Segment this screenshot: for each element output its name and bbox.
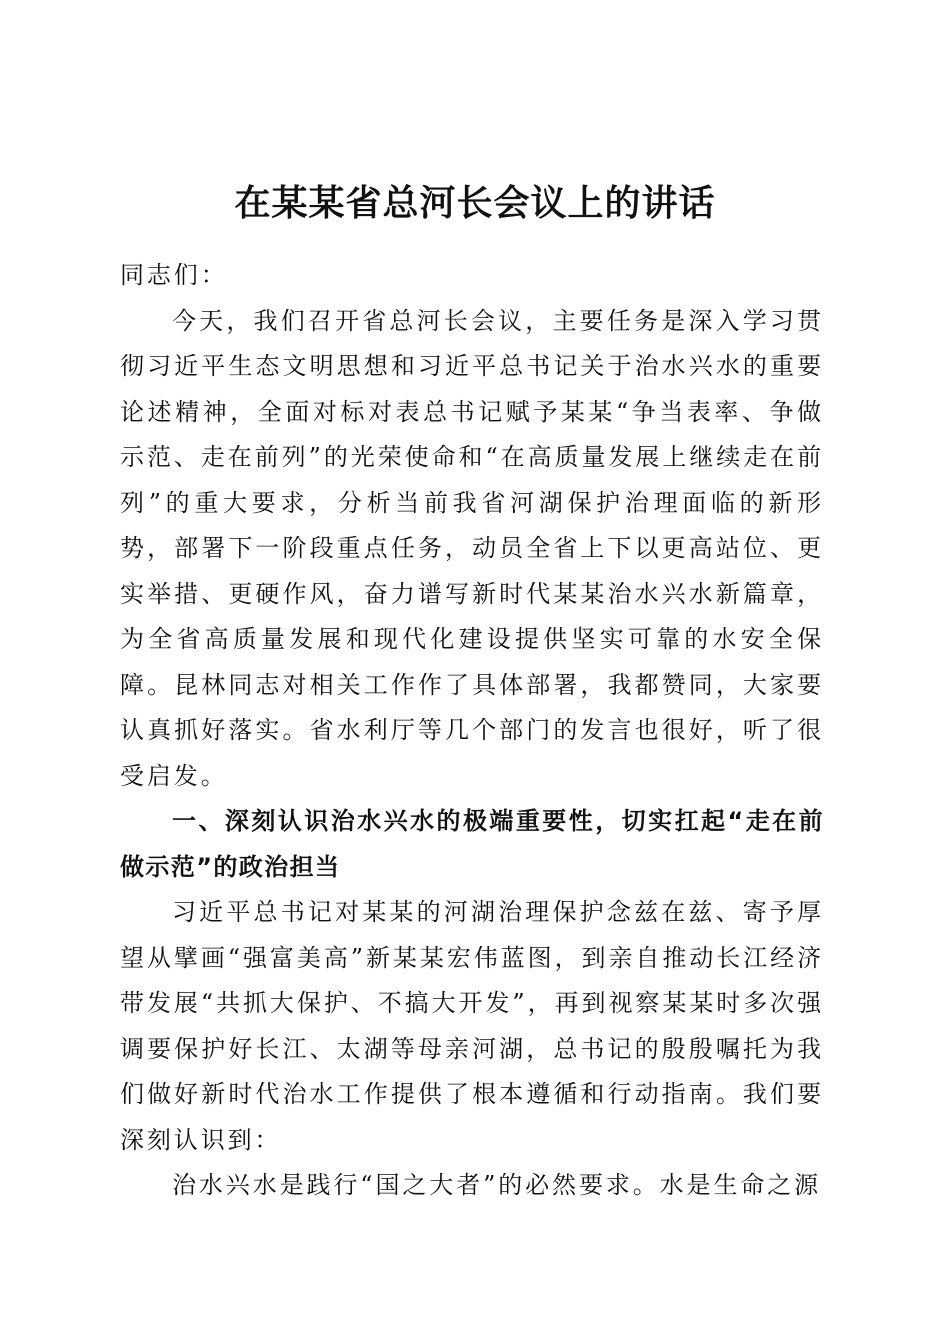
section-paragraph: 治水兴水是践行“国之大者”的必然要求。水是生命之源	[172, 1171, 822, 1199]
intro-paragraph: 今天，我们召开省总河长会议，主要任务是深入学习贯彻习近平生态文明思想和习近平总书记关于治水兴水的重要论述精神，全面对标对表总书记赋予某某“争当表率、争做示范、走在前列”的光荣使命和“在高质量发展上继续走在前列”的重大要求，分析当前我省河湖保护治理面临的新形势，部署下一阶段重点任务，动员全省上下以更高站位、更实举措、更硬作风，奋力谱写新时代某某治水兴水新篇章，为全省高质量发展和现代化建设提供坚实可靠的水安全保障。昆林同志对相关工作作了具体部署，我都赞同，大家要认真抓好落实。省水利厅等几个部门的发言也很好，听了很受启发。	[120, 306, 824, 790]
document-body	[120, 253, 824, 1209]
section-paragraph: 习近平总书记对某某的河湖治理保护念兹在兹、寄予厚望从擘画“强富美高”新某某宏伟蓝图，到亲自推动长江经济带发展“共抓大保护、不搞大开发”，再到视察某某时多次强调要保护好长江、太湖等母亲河湖，总书记的殷殷嘱托为我们做好新时代治水工作提供了根本遵循和行动指南。我们要深刻认识到：	[120, 898, 824, 1154]
salutation: 同志们：	[120, 261, 228, 289]
section-heading: 一、深刻认识治水兴水的极端重要性，切实扛起“走在前做示范”的政治担当	[120, 807, 824, 881]
document-title: 在某某省总河长会议上的讲话	[234, 182, 716, 224]
